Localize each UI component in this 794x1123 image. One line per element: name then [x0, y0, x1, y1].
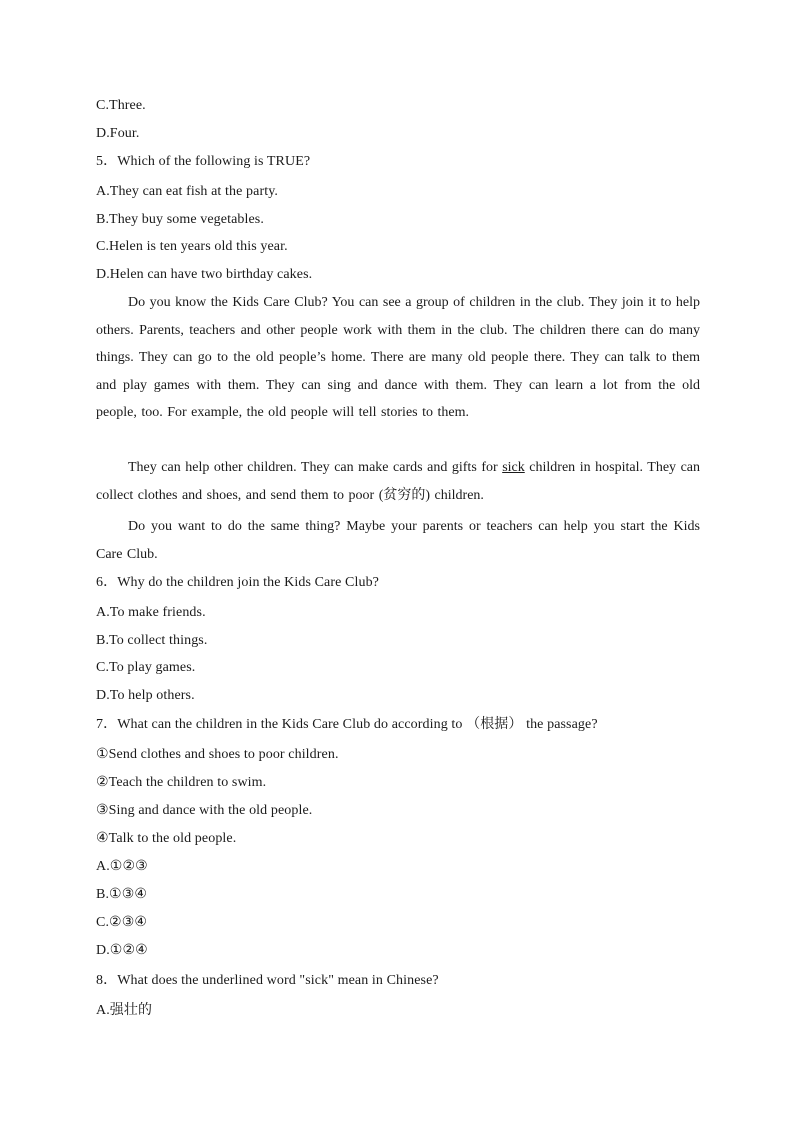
q7-option-b: B.①③④	[96, 887, 147, 902]
q6-option-b: B.To collect things.	[96, 633, 208, 648]
q7-item-4: ④Talk to the old people.	[96, 831, 237, 846]
q6-question: 6．Why do the children join the Kids Care Club?	[96, 575, 379, 590]
q4-option-c: C.Three.	[96, 98, 146, 113]
q5-question: 5．Which of the following is TRUE?	[96, 154, 311, 169]
passage-p2-text-after: children in hospital. They can collect clothes and shoes, and send them to poor (贫穷的) children.	[96, 460, 701, 503]
q7-item-1: ①Send clothes and shoes to poor children.	[96, 747, 339, 762]
q8-question: 8．What does the underlined word "sick" mean in Chinese?	[96, 973, 439, 988]
q7-item-3: ③Sing and dance with the old people.	[96, 803, 313, 818]
passage-p2-text-before: They can help other children. They can make cards and gifts for	[128, 460, 503, 475]
q7-item-2: ②Teach the children to swim.	[96, 775, 267, 790]
q5-option-b: B.They buy some vegetables.	[96, 212, 264, 227]
q7-option-a: A.①②③	[96, 859, 148, 874]
q4-option-d: D.Four.	[96, 126, 140, 141]
q6-option-a: A.To make friends.	[96, 605, 206, 620]
q7-option-c: C.②③④	[96, 915, 147, 930]
q8-option-a: A.强壮的	[96, 1003, 153, 1018]
q6-option-d: D.To help others.	[96, 688, 195, 703]
q6-option-c: C.To play games.	[96, 660, 196, 675]
q7-question: 7．What can the children in the Kids Care Club do according to （根据） the passage?	[96, 717, 598, 732]
q7-option-d: D.①②④	[96, 943, 148, 958]
passage-paragraph-1: Do you know the Kids Care Club? You can see a group of children in the club. They join it to help others. Parents, teachers and other people work with them in the club. The children there can do many things. They can go to the old people’s home. There are many old people there. They can talk to them and play games with them. They can sing and dance with them. They can learn a lot from the old people, too. For example, the old people will tell stories to them.	[96, 295, 700, 420]
q5-option-c: C.Helen is ten years old this year.	[96, 239, 288, 254]
q5-option-a: A.They can eat fish at the party.	[96, 184, 278, 199]
q5-option-d: D.Helen can have two birthday cakes.	[96, 267, 313, 282]
underlined-word-sick: sick	[502, 460, 525, 475]
passage-paragraph-2	[96, 454, 700, 509]
passage-paragraph-3: Do you want to do the same thing? Maybe your parents or teachers can help you start the Kids Care Club.	[96, 519, 700, 562]
